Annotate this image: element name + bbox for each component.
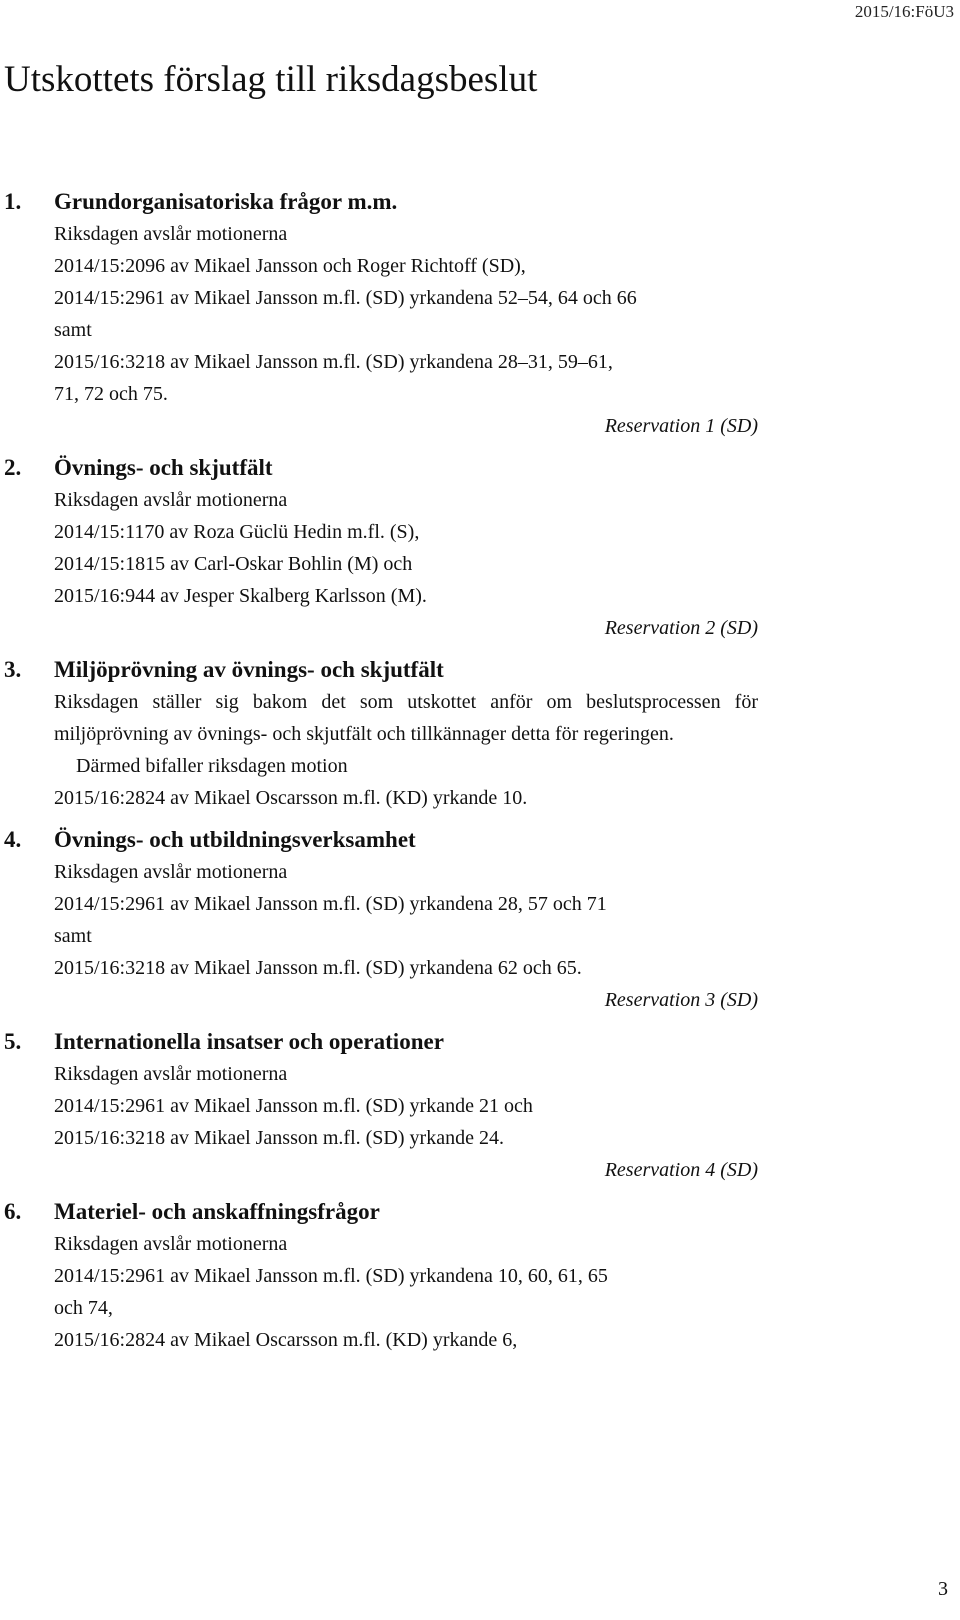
motion-line: 2015/16:2824 av Mikael Oscarsson m.fl. (KD) yrkande 10. bbox=[54, 787, 528, 809]
section-body bbox=[54, 484, 758, 644]
section-number: 4. bbox=[4, 827, 22, 852]
motion-line: 2014/15:2096 av Mikael Jansson och Roger Richtoff (SD), bbox=[54, 255, 526, 277]
page-number: 3 bbox=[938, 1578, 948, 1600]
section-heading bbox=[0, 824, 960, 856]
section-heading bbox=[0, 186, 960, 218]
section-title: Miljöprövning av övnings- och skjutfält bbox=[54, 657, 444, 682]
section-heading bbox=[0, 654, 960, 686]
decision-line: Riksdagen avslår motionerna bbox=[54, 861, 288, 883]
section-heading bbox=[0, 1026, 960, 1058]
section-number: 5. bbox=[4, 1029, 22, 1054]
section-body bbox=[54, 686, 758, 814]
section-title: Materiel- och anskaffningsfrågor bbox=[54, 1199, 380, 1224]
section-heading bbox=[0, 452, 960, 484]
document-id: 2015/16:FöU3 bbox=[854, 2, 954, 21]
section-3 bbox=[0, 654, 960, 814]
section-number: 2. bbox=[4, 455, 22, 480]
section-number: 3. bbox=[4, 657, 22, 682]
section-title: Internationella insatser och operationer bbox=[54, 1029, 444, 1054]
motion-line: 2014/15:1815 av Carl-Oskar Bohlin (M) och bbox=[54, 553, 413, 575]
reservation-note: Reservation 4 (SD) bbox=[604, 1159, 758, 1181]
section-1 bbox=[0, 186, 960, 442]
page-title: Utskottets förslag till riksdagsbeslut bbox=[4, 59, 538, 100]
motion-line: 2014/15:1170 av Roza Güclü Hedin m.fl. (S), bbox=[54, 521, 420, 543]
motion-line: 2015/16:944 av Jesper Skalberg Karlsson (M). bbox=[54, 585, 427, 607]
decision-paragraph: Riksdagen ställer sig bakom det som utskottet anför om beslutsprocessen för miljöprövning av övnings- och skjutfält och tillkännager detta för regeringen. bbox=[54, 691, 758, 745]
section-2 bbox=[0, 452, 960, 644]
reservation-note: Reservation 1 (SD) bbox=[604, 415, 758, 437]
decision-line: Riksdagen avslår motionerna bbox=[54, 223, 288, 245]
section-body bbox=[54, 1228, 758, 1356]
section-heading bbox=[0, 1196, 960, 1228]
decision-line: Riksdagen avslår motionerna bbox=[54, 489, 288, 511]
section-title: Övnings- och skjutfält bbox=[54, 455, 273, 480]
section-body bbox=[54, 218, 758, 442]
section-4 bbox=[0, 824, 960, 1016]
motion-line: 71, 72 och 75. bbox=[54, 383, 168, 405]
motion-line: 2014/15:2961 av Mikael Jansson m.fl. (SD) yrkandena 28, 57 och 71 bbox=[54, 893, 607, 915]
section-body bbox=[54, 1058, 758, 1186]
section-5 bbox=[0, 1026, 960, 1186]
motion-line: 2015/16:2824 av Mikael Oscarsson m.fl. (KD) yrkande 6, bbox=[54, 1329, 518, 1351]
section-title: Övnings- och utbildningsverksamhet bbox=[54, 827, 416, 852]
proposal-sections bbox=[0, 186, 960, 1366]
motion-line: och 74, bbox=[54, 1297, 113, 1319]
motion-line: 2014/15:2961 av Mikael Jansson m.fl. (SD) yrkande 21 och bbox=[54, 1095, 533, 1117]
motion-line: 2014/15:2961 av Mikael Jansson m.fl. (SD) yrkandena 10, 60, 61, 65 bbox=[54, 1265, 608, 1287]
section-number: 1. bbox=[4, 189, 22, 214]
section-body bbox=[54, 856, 758, 1016]
motion-line: samt bbox=[54, 925, 92, 947]
decision-line: Därmed bifaller riksdagen motion bbox=[76, 755, 348, 777]
decision-line: Riksdagen avslår motionerna bbox=[54, 1063, 288, 1085]
reservation-note: Reservation 3 (SD) bbox=[604, 989, 758, 1011]
section-6 bbox=[0, 1196, 960, 1356]
decision-line: Riksdagen avslår motionerna bbox=[54, 1233, 288, 1255]
reservation-note: Reservation 2 (SD) bbox=[604, 617, 758, 639]
section-number: 6. bbox=[4, 1199, 22, 1224]
motion-line: 2015/16:3218 av Mikael Jansson m.fl. (SD) yrkandena 62 och 65. bbox=[54, 957, 582, 979]
motion-line: 2014/15:2961 av Mikael Jansson m.fl. (SD) yrkandena 52–54, 64 och 66 bbox=[54, 287, 637, 309]
motion-line: 2015/16:3218 av Mikael Jansson m.fl. (SD) yrkandena 28–31, 59–61, bbox=[54, 351, 613, 373]
motion-line: 2015/16:3218 av Mikael Jansson m.fl. (SD) yrkande 24. bbox=[54, 1127, 504, 1149]
motion-line: samt bbox=[54, 319, 92, 341]
section-title: Grundorganisatoriska frågor m.m. bbox=[54, 189, 398, 214]
